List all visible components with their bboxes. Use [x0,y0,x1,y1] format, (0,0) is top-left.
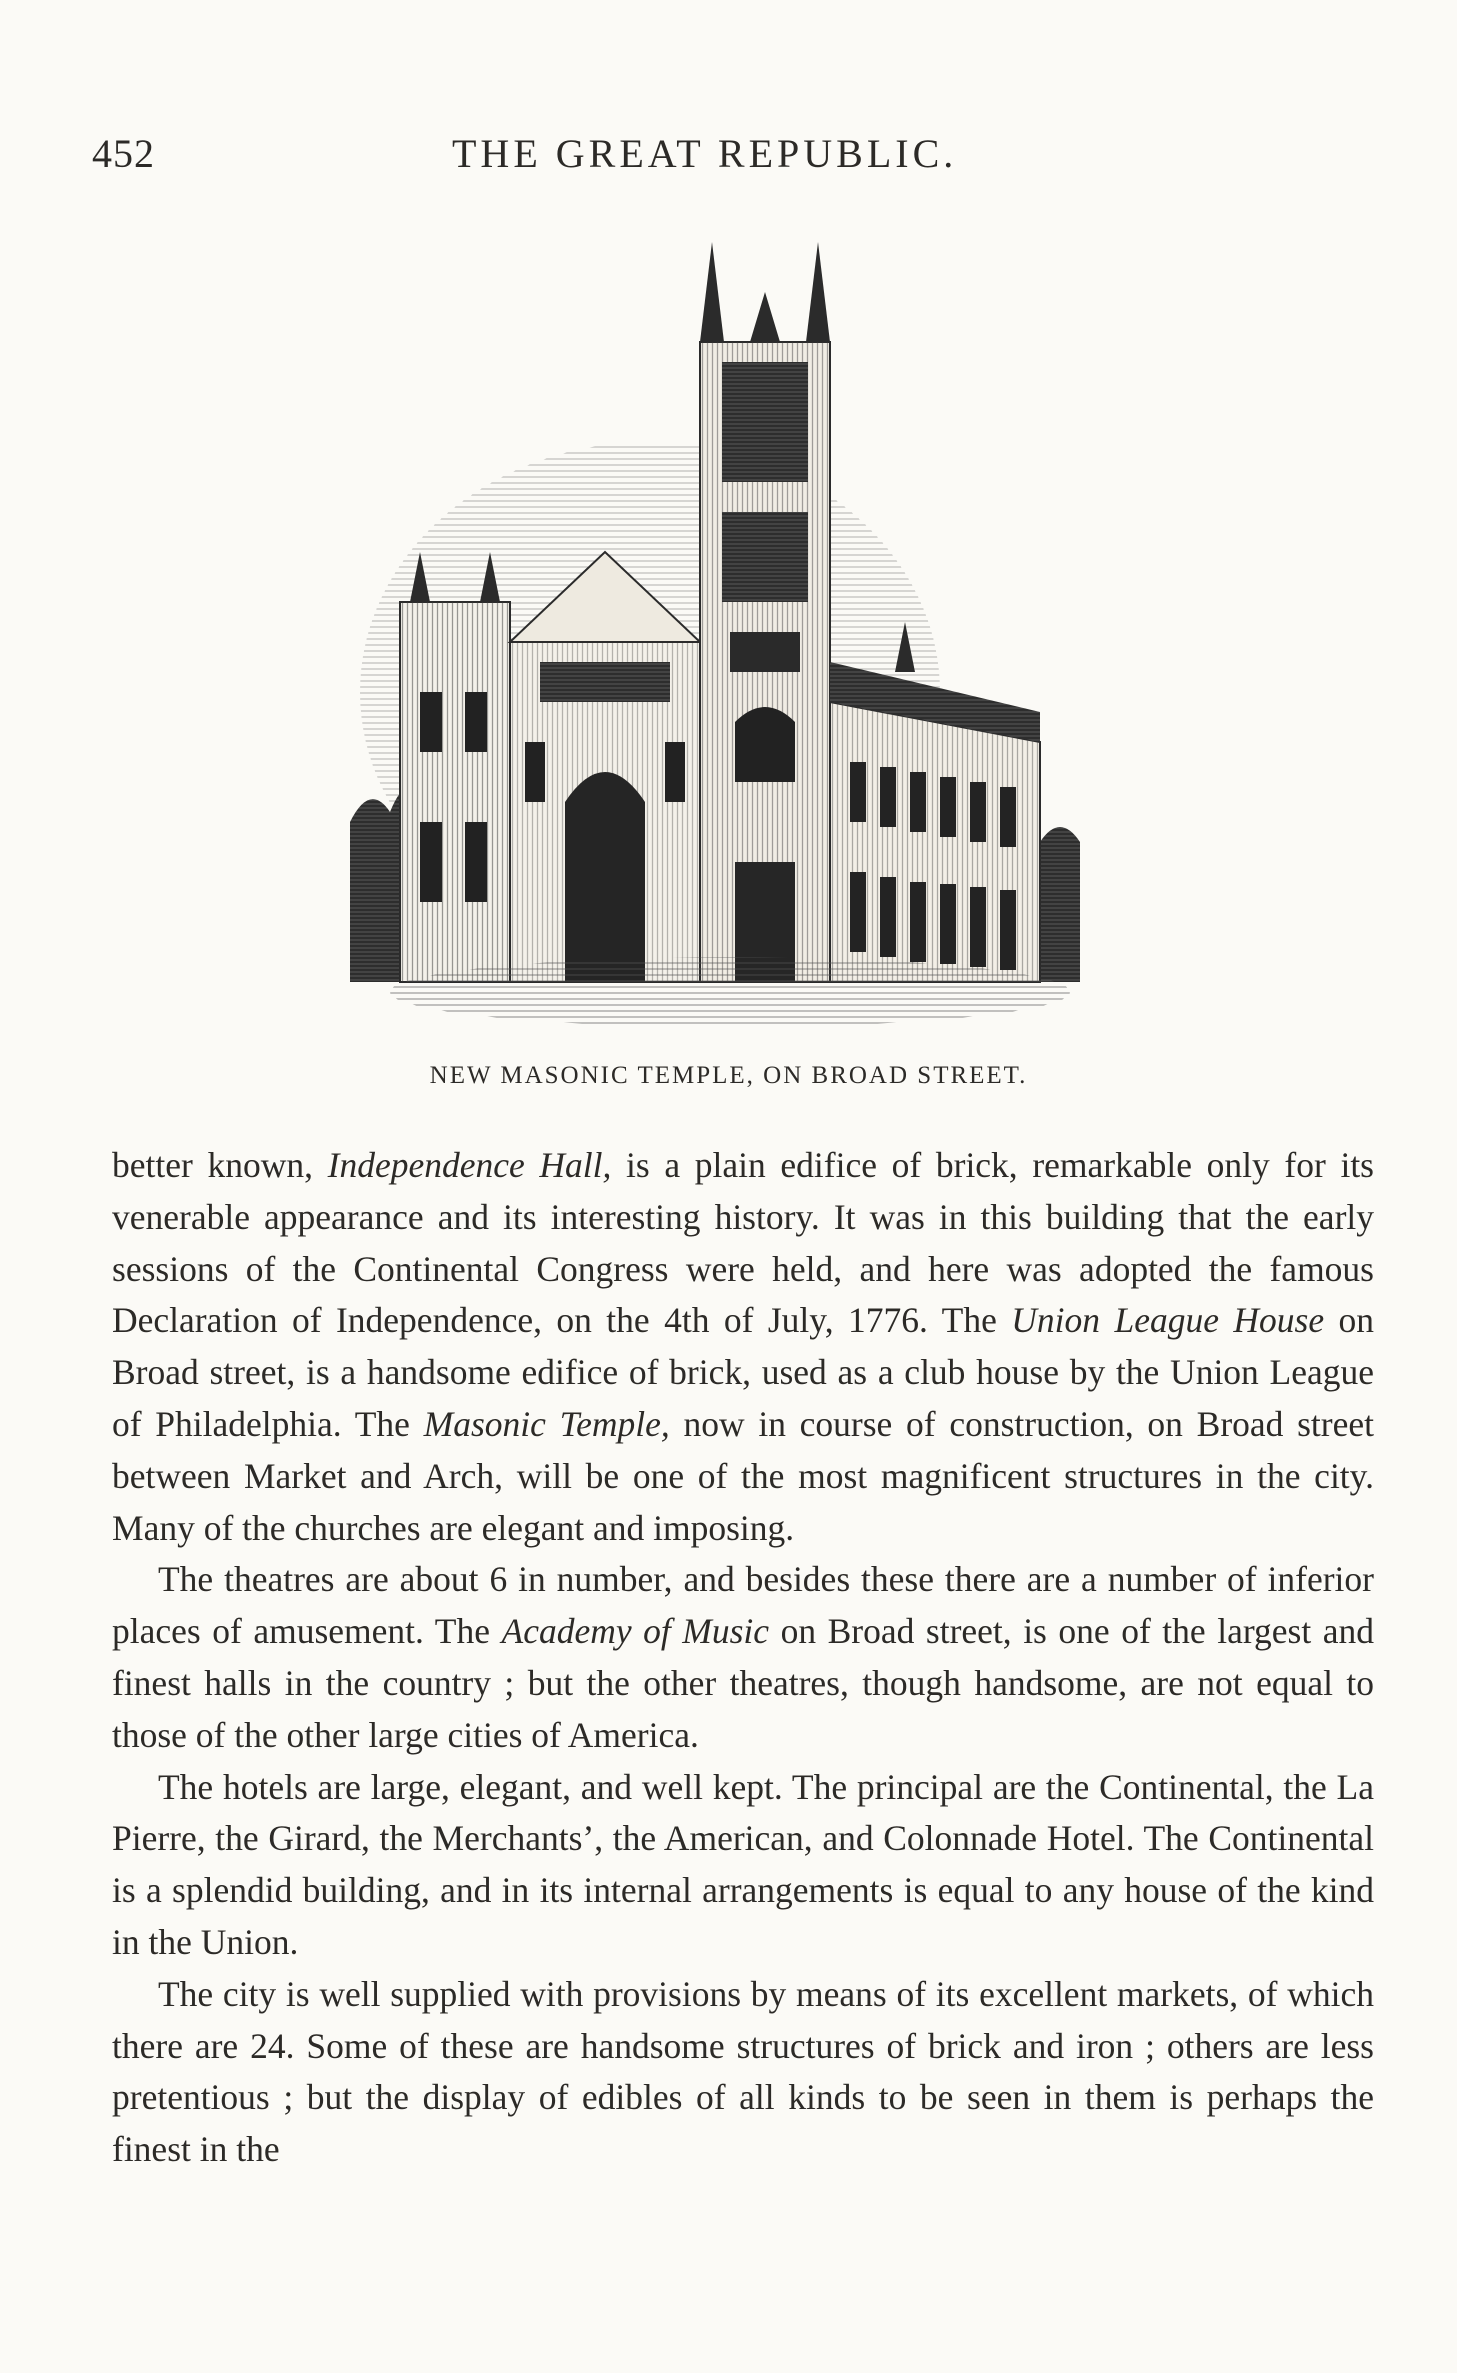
body-text [112,1140,1374,2176]
paragraph [112,1762,1374,1969]
text-run: is a plain edifice of brick, remarkable only for its venerable appearance and its interesting history. It was in this building that the early sessions of the Continental Congress were held, and here was adopted the famous Declaration of Independence, on the 4th of July, 1776. The [112,1145,1374,1341]
italic-run: Masonic Temple, [423,1403,670,1444]
ground-hatching [390,957,1070,1027]
page-number: 452 [92,131,155,176]
front-gable [510,552,700,982]
text-run: The hotels are large, elegant, and well kept. The principal are the Continental, the La Pierre, the Girard, the Merchants’, the American, and Colonnade Hotel. The Continental is a splendid building, and in its internal arrangements is equal to any house of the kind in the Union. [112,1766,1374,1962]
main-tower [700,242,830,982]
paragraph [112,1969,1374,2176]
text-run: better known, [112,1145,328,1185]
text-run: The city is well supplied with provisions by means of its excellent markets, of which there are 24. Some of these are handsome structures of brick and iron ; others are less pretentious ; but the display of edibles of all kinds to be seen in them is perhaps the finest in the [112,1973,1374,2170]
masonic-temple-engraving [350,222,1100,1042]
figure-caption: NEW MASONIC TEMPLE, ON BROAD STREET. [429,1062,1028,1089]
italic-run: Union League House [1011,1300,1325,1341]
text-run: now in course of construction, on Broad street between Market and Arch, will be one of the most magnificent structures in the city. Many of the churches are elegant and imposing. [112,1403,1374,1548]
italic-run: Academy of Music [501,1611,770,1652]
paragraph [112,1140,1374,1554]
text-run: The theatres are about 6 in number, and besides these there are a number of inferior places of amusement. The [112,1559,1374,1652]
paragraph [112,1554,1374,1761]
text-run: on Broad street, is one of the largest and finest halls in the country ; but the other theatres, though handsome, are not equal to those of the other large cities of America. [112,1611,1374,1755]
running-head [92,130,1012,190]
text-run: on Broad street, is a handsome edifice of brick, used as a club house by the Union League of Philadelphia. The [112,1300,1375,1444]
running-title: THE GREAT REPUBLIC. [452,131,958,176]
left-wing [400,552,510,982]
italic-run: Independence Hall, [327,1145,612,1185]
